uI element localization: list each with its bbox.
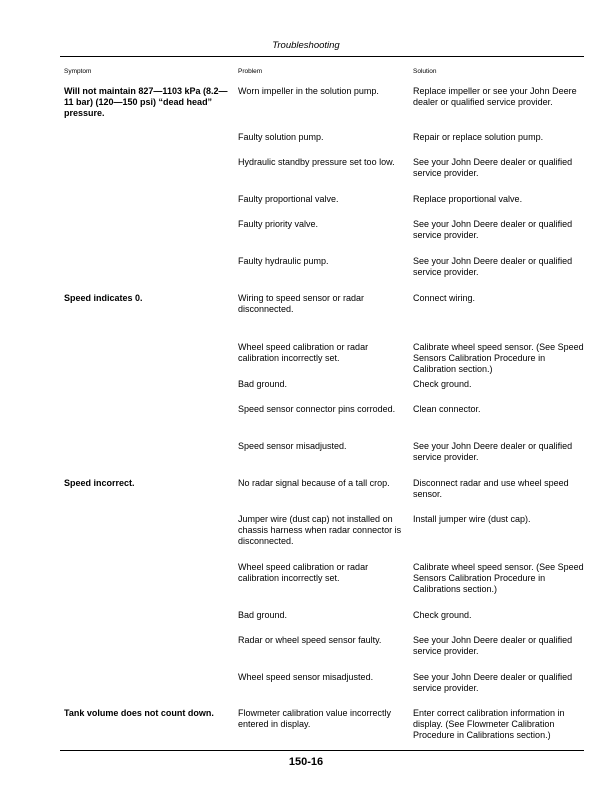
solution-cell: See your John Deere dealer or qualified service provider. [413,157,573,178]
table-row [64,157,584,194]
symptom-cell [64,219,238,256]
table-row [64,672,584,708]
footer-divider [60,750,584,751]
table-row [64,610,584,635]
symptom-cell [64,256,238,293]
symptom-cell [64,562,238,610]
table-row [64,379,584,404]
table-row [64,293,584,342]
column-header-solution: Solution [413,68,437,75]
troubleshooting-table [64,86,584,758]
solution-cell: Connect wiring. [413,293,476,303]
problem-cell: Wiring to speed sensor or radar disconnected. [238,293,365,314]
solution-cell: Replace proportional valve. [413,194,523,204]
solution-cell: Repair or replace solution pump. [413,132,544,142]
problem-cell: Wheel speed sensor misadjusted. [238,672,374,682]
problem-cell: Faulty hydraulic pump. [238,256,329,266]
symptom-cell [64,194,238,219]
symptom-cell [64,157,238,194]
solution-cell: See your John Deere dealer or qualified service provider. [413,219,573,240]
symptom-cell [64,514,238,562]
solution-cell: See your John Deere dealer or qualified service provider. [413,672,573,693]
table-row [64,562,584,610]
symptom-cell [64,132,238,157]
symptom-cell [64,342,238,379]
solution-cell: See your John Deere dealer or qualified service provider. [413,256,573,277]
column-header-problem: Problem [238,68,263,75]
symptom-cell: Will not maintain 827—1103 kPa (8.2—11 bar) (120—150 psi) “dead head” pressure. [64,86,228,118]
problem-cell: Bad ground. [238,379,288,389]
table-row [64,86,584,132]
table-row [64,404,584,441]
problem-cell: No radar signal because of a tall crop. [238,478,390,488]
solution-cell: Calibrate wheel speed sensor. (See Speed Sensors Calibration Procedure in Calibrations section.) [413,562,584,594]
symptom-cell [64,610,238,635]
solution-cell: Install jumper wire (dust cap). [413,514,531,524]
symptom-cell [64,672,238,708]
header-divider [60,56,584,57]
problem-cell: Jumper wire (dust cap) not installed on chassis harness when radar connector is disconnected. [238,514,402,546]
table-row [64,478,584,514]
solution-cell: Check ground. [413,610,472,620]
symptom-cell: Tank volume does not count down. [64,708,214,718]
table-row [64,194,584,219]
problem-cell: Flowmeter calibration value incorrectly entered in display. [238,708,392,729]
table-row [64,219,584,256]
problem-cell: Wheel speed calibration or radar calibration incorrectly set. [238,342,369,363]
problem-cell: Faulty priority valve. [238,219,319,229]
table-row [64,256,584,293]
problem-cell: Radar or wheel speed sensor faulty. [238,635,382,645]
symptom-cell [64,635,238,672]
problem-cell: Speed sensor misadjusted. [238,441,347,451]
symptom-cell: Speed incorrect. [64,478,135,488]
table-row [64,635,584,672]
solution-cell: See your John Deere dealer or qualified service provider. [413,635,573,656]
problem-cell: Wheel speed calibration or radar calibration incorrectly set. [238,562,369,583]
solution-cell: Disconnect radar and use wheel speed sensor. [413,478,569,499]
symptom-cell: Speed indicates 0. [64,293,143,303]
table-row [64,514,584,562]
symptom-cell [64,441,238,478]
problem-cell: Faulty solution pump. [238,132,324,142]
problem-cell: Speed sensor connector pins corroded. [238,404,396,414]
solution-cell: See your John Deere dealer or qualified service provider. [413,441,573,462]
table-row [64,342,584,379]
solution-cell: Enter correct calibration information in display. (See Flowmeter Calibration Procedure in Calibrations section.) [413,708,565,740]
page-number: 150-16 [288,756,324,768]
problem-cell: Faulty proportional valve. [238,194,339,204]
problem-cell: Hydraulic standby pressure set too low. [238,157,395,167]
solution-cell: Clean connector. [413,404,481,414]
column-header-symptom: Symptom [64,68,92,75]
table-row [64,132,584,157]
table-row [64,441,584,478]
solution-cell: Check ground. [413,379,472,389]
solution-cell: Replace impeller or see your John Deere dealer or qualified service provider. [413,86,577,107]
symptom-cell [64,404,238,441]
page-title: Troubleshooting [272,40,340,51]
solution-cell: Calibrate wheel speed sensor. (See Speed Sensors Calibration Procedure in Calibration section.) [413,342,584,374]
symptom-cell [64,379,238,404]
problem-cell: Bad ground. [238,610,288,620]
problem-cell: Worn impeller in the solution pump. [238,86,379,96]
